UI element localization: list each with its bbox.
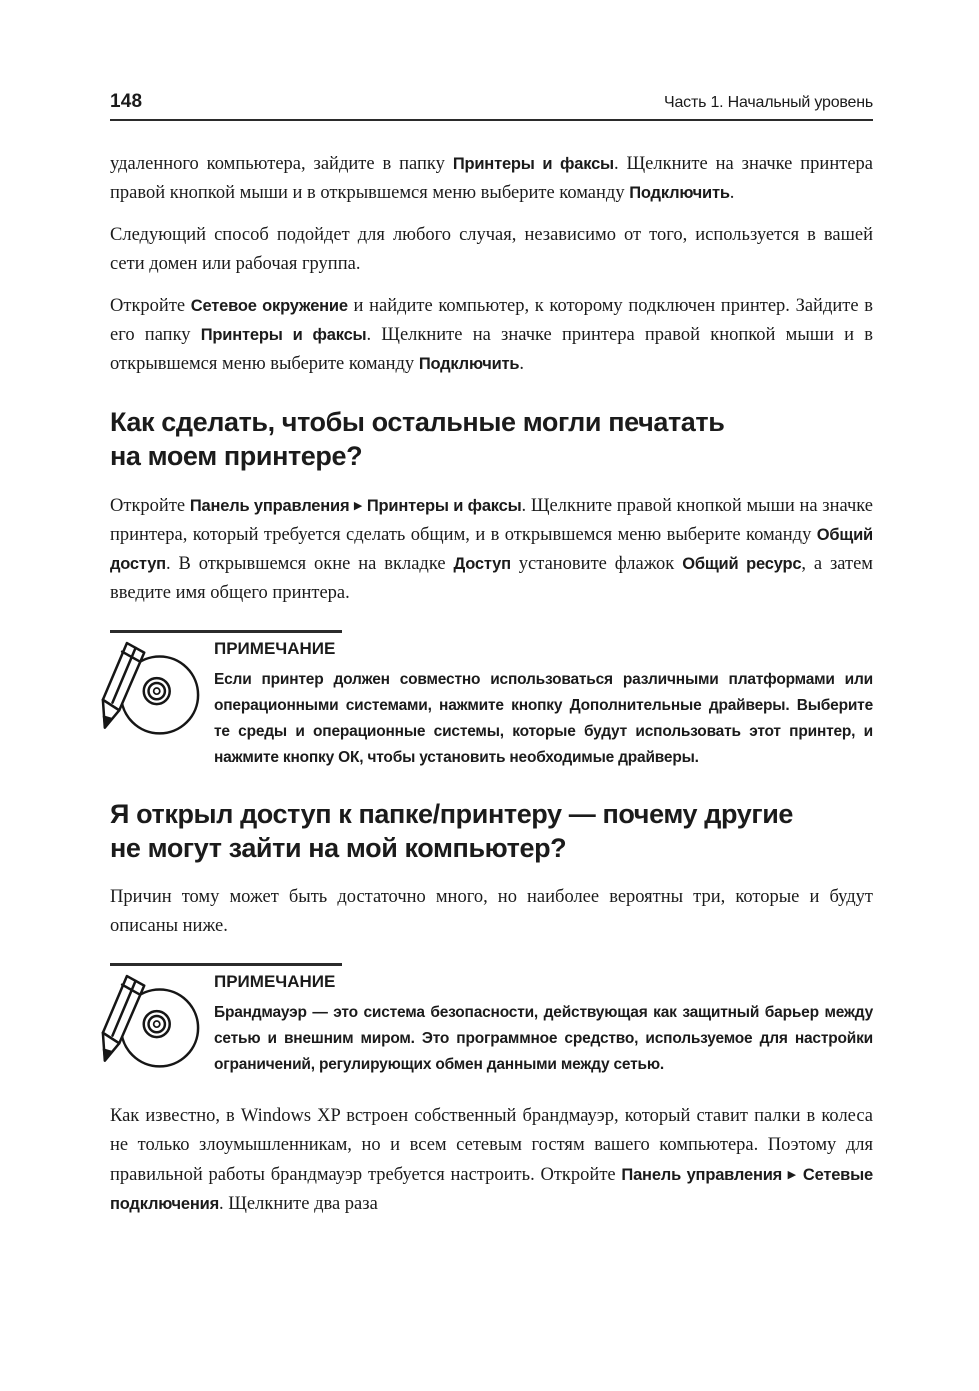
- note-rule: [110, 963, 342, 966]
- paragraph-4: [110, 491, 873, 608]
- ui-term: Подключить: [629, 184, 730, 202]
- menu-arrow-icon: ▶: [353, 499, 363, 512]
- note-rule: [110, 630, 342, 633]
- text-run: . В открывшемся окне на вкладке: [165, 554, 454, 574]
- page-header: [110, 92, 873, 121]
- note-body: [110, 637, 873, 771]
- text-run: . Щелкните на значке принтера правой кнопкой мыши и в открывшемся меню выберите команду: [110, 325, 873, 374]
- paragraph-1: [110, 150, 873, 208]
- running-title: Часть 1. Начальный уровень: [664, 94, 873, 111]
- ui-term: Принтеры и факсы: [452, 155, 614, 173]
- ui-term: Подключить: [418, 355, 520, 373]
- pencil-cd-icon: [100, 972, 200, 1082]
- heading-line: Я открыл доступ к папке/принтеру — почему другие: [110, 799, 794, 829]
- section-heading-2: [110, 797, 873, 865]
- ui-term: Общий ресурс: [682, 555, 802, 573]
- ui-term: Доступ: [453, 555, 511, 573]
- note-label: ПРИМЕЧАНИЕ: [214, 639, 336, 658]
- menu-arrow-icon: ▶: [787, 1168, 798, 1181]
- ui-term: Сетевые подключения: [110, 1166, 873, 1213]
- text-run: Откройте: [110, 496, 190, 516]
- note-text: Брандмауэр — это система безопасности, действующая как защитный барьер между сетью и внешним миром. Это программное средство, используемое для настройки ограничений, регулирующих обмен данными между сетью.: [214, 1004, 873, 1073]
- note-content: [214, 637, 873, 771]
- text-run: . Щелкните на значке принтера правой кнопкой мыши и в открывшемся меню выберите команду: [110, 154, 873, 203]
- note-content: [214, 970, 873, 1078]
- note-box-1: [110, 630, 873, 771]
- paragraph-2: [110, 221, 873, 279]
- paragraph-6: [110, 1102, 873, 1219]
- ui-term: Сетевое окружение: [190, 297, 348, 315]
- section-heading-1: [110, 405, 873, 473]
- text-run: Откройте: [110, 296, 191, 316]
- text-run: .: [729, 183, 735, 203]
- ui-term: Принтеры и факсы: [200, 326, 367, 344]
- note-label: ПРИМЕЧАНИЕ: [214, 972, 336, 991]
- ui-term: Панель управления: [621, 1166, 788, 1184]
- paragraph-5: [110, 883, 873, 941]
- text-run: , а затем введите имя общего принтера.: [110, 554, 874, 603]
- heading-line: на моем принтере?: [110, 441, 363, 471]
- note-text: Если принтер должен совместно использоваться различными платформами или операционными системами, нажмите кнопку Дополнительные драйверы. Выберите те среды и операционные системы, которые будут использовать этот принтер, и нажмите кнопку ОК, чтобы установить необходимые драйверы.: [214, 671, 873, 766]
- note-box-2: [110, 963, 873, 1082]
- text-run: Следующий способ подойдет для любого случая, независимо от того, используется в вашей сети домен или рабочая группа.: [110, 225, 873, 274]
- ui-term: Принтеры и факсы: [362, 497, 522, 515]
- heading-line: не могут зайти на мой компьютер?: [110, 833, 567, 863]
- text-run: .: [519, 354, 524, 374]
- text-run: . Щелкните два раза: [219, 1194, 378, 1214]
- text-run: . Щелкните правой кнопкой мыши на значке принтера, который требуется сделать общим, и в открывшемся меню выберите команду: [110, 496, 873, 545]
- text-run: установите флажок: [510, 554, 683, 574]
- page-number: 148: [110, 91, 143, 112]
- heading-line: Как сделать, чтобы остальные могли печатать: [110, 407, 725, 437]
- text-run: удаленного компьютера, зайдите в папку: [110, 154, 453, 174]
- paragraph-3: [110, 292, 873, 379]
- ui-term: Общий доступ: [110, 526, 873, 573]
- note-body: [110, 970, 873, 1082]
- text-run: Причин тому может быть достаточно много, но наиболее вероятны три, которые и будут описаны ниже.: [110, 887, 873, 936]
- text-run: Как известно, в Windows XP встроен собственный брандмауэр, который ставит палки в колеса не только злоумышленникам, но и всем сетевым гостям вашего компьютера. Поэтому для правильной работы брандмауэр требуется настроить. Откройте: [110, 1106, 873, 1185]
- text-run: и найдите компьютер, к которому подключен принтер. Зайдите в его папку: [110, 296, 873, 345]
- ui-term: Панель управления: [189, 497, 354, 515]
- pencil-cd-icon: [100, 639, 200, 749]
